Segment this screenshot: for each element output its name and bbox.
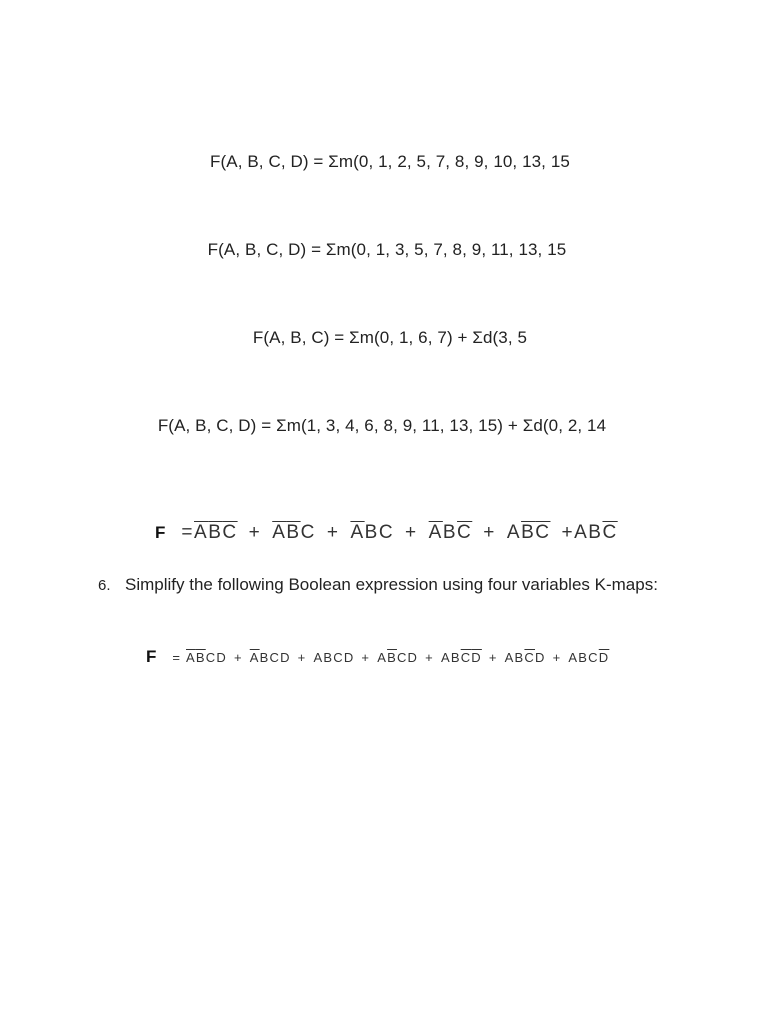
plus-sign: + [248,522,262,543]
boolean-expression-2 [146,647,609,667]
term-1: $\overline{A}\overline{B}\overline{C}$ [194,522,238,543]
plus-sign: + [488,650,498,665]
plus-sign: + [405,522,418,543]
equation-3: F(A, B, C) = Σm(0, 1, 6, 7) + Σd(3, 5 [252,328,528,347]
equals-sign: = [172,650,182,665]
function-name: F [146,647,157,666]
term-7: $ABC\overline{D}$ [568,650,610,665]
plus-sign: + [552,650,562,665]
plus-sign: + [297,650,307,665]
term-6: $AB\overline{C}$ [574,522,618,543]
function-name: F [155,523,166,542]
plus-sign: + [561,522,575,543]
plus-sign: + [425,650,434,665]
plus-sign: + [361,650,371,665]
boolean-expression-1 [155,522,618,544]
plus-sign: + [326,522,340,543]
question-6 [98,574,658,595]
term-6: $AB\overline{C}D$ [504,650,546,665]
equation-4: F(A, B, C, D) = Σm(1, 3, 4, 6, 8, 9, 11, 13, 15) + Σd(0, 2, 14 [157,416,607,435]
plus-sign: + [483,522,496,543]
plus-sign: + [233,650,243,665]
term-3: $\overline{A}BC$ [350,522,395,543]
equation-1: F(A, B, C, D) = Σm(0, 1, 2, 5, 7, 8, 9, 10, 13, 15 [210,152,570,171]
term-4: $\overline{A}B\overline{C}$ [428,522,473,543]
term-3: ABCD [313,650,355,665]
question-text: Simplify the following Boolean expression using four variables K-maps: [125,575,658,594]
term-4: $A\overline{B}CD$ [377,650,419,665]
term-5: $AB\overline{C}\overline{D}$ [440,650,482,665]
term-5: $A\overline{B}\overline{C}$ [506,522,551,543]
equals-sign: = [181,522,194,543]
term-2: $\overline{A}BCD$ [249,650,291,665]
term-2: $\overline{A}\overline{B}C$ [272,522,316,543]
equation-2: F(A, B, C, D) = Σm(0, 1, 3, 5, 7, 8, 9, 11, 13, 15 [207,240,567,259]
question-number: 6. [98,577,111,594]
term-1: $\overline{A}\overline{B}CD$ [186,650,227,665]
